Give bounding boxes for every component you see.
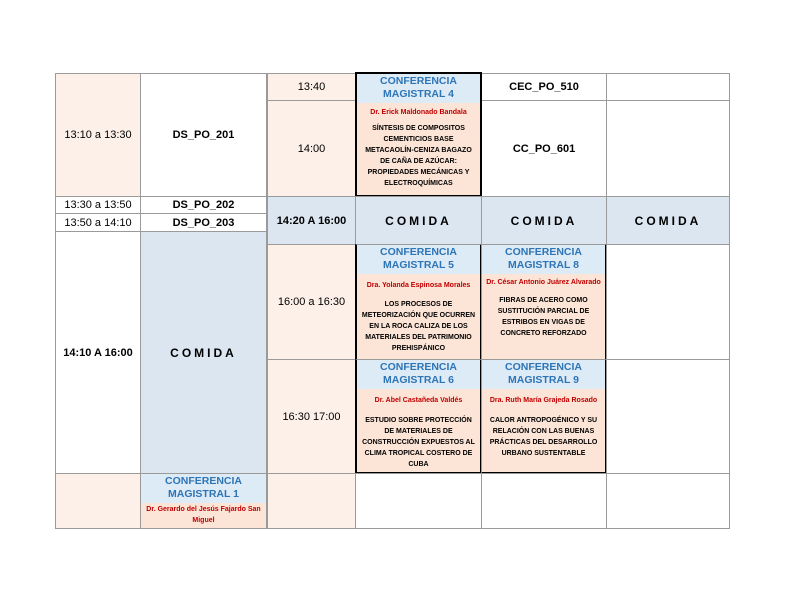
conference-speaker: Dr. Abel Castañeda Valdés [374,397,463,404]
lunch-cell-3 [606,196,730,245]
time-cell-1400 [267,100,356,197]
lunch-cell-1 [355,196,482,245]
empty-cell [606,359,730,474]
conference-title: SÍNTESIS DE COMPOSITOS CEMENTICIOS BASE METACAOLÍN-CENIZA BAGAZO DE CAÑA DE AZÚCAR: PROPIEDADES MECÁNICAS Y ELECTROQUÍMICAS [365,125,472,187]
time-cell-lunch-right [267,196,356,245]
lunch-label: COMIDA [510,213,578,228]
conference-4 [355,72,482,197]
conference-6 [355,359,482,474]
code-cell-ds-po-202 [140,196,267,214]
session-code: CC_PO_601 [512,142,576,155]
time-label: 16:00 a 16:30 [277,296,346,308]
conference-title: ESTUDIO SOBRE PROTECCIÓN DE MATERIALES DE CONSTRUCCIÓN EXPUESTOS AL CLIMA TROPICAL COSTERO DE CUBA [362,417,475,468]
conference-speaker: Dr. Gerardo del Jesús Fajardo San Miguel [146,506,261,524]
empty-cell [606,73,730,101]
conference-speaker: Dr. César Antonio Juárez Alvarado [486,279,601,286]
time-label: 14:00 [297,142,326,155]
time-label: 13:10 a 13:30 [64,129,132,141]
time-cell-1600 [267,244,356,360]
time-label: 14:10 A 16:00 [63,346,133,359]
conference-speaker: Dr. Erick Maldonado Bandala [370,109,467,116]
conference-heading: CONFERENCIA MAGISTRAL 8 [482,245,605,274]
conference-title: LOS PROCESOS DE METEORIZACIÓN QUE OCURREN EN LA ROCA CALIZA DE LOS MATERIALES DEL PATRIMONIO PREHISPÁNICO [361,301,476,352]
conference-8 [481,244,607,360]
session-code: DS_PO_202 [172,199,235,211]
conference-heading: CONFERENCIA MAGISTRAL 4 [357,74,480,103]
conference-title: FIBRAS DE ACERO COMO SUSTITUCIÓN PARCIAL DE ESTRIBOS EN VIGAS DE CONCRETO REFORZADO [497,297,590,337]
session-code: DS_PO_203 [172,216,235,229]
time-cell-1630 [267,359,356,474]
empty-cell [606,244,730,360]
lunch-label: COMIDA [170,345,237,360]
time-cell-lunch-left [55,231,141,474]
lunch-cell-left [140,231,267,474]
time-cell-empty [55,473,141,529]
conference-heading: CONFERENCIA MAGISTRAL 9 [482,360,605,389]
conference-speaker: Dra. Ruth María Grajeda Rosado [489,397,598,404]
conference-1 [140,473,267,529]
code-cell-cc-po-601 [481,100,607,197]
time-cell-1330 [55,196,141,214]
time-label: 16:30 17:00 [282,410,341,423]
conference-5 [355,244,482,360]
conference-title: CALOR ANTROPOGÉNICO Y SU RELACIÓN CON LAS BUENAS PRÁCTICAS DEL DESARROLLO URBANO SUSTENTABLE [489,417,598,457]
conference-heading: CONFERENCIA MAGISTRAL 1 [141,474,266,503]
code-cell-cec-po-510 [481,73,607,101]
conference-heading: CONFERENCIA MAGISTRAL 6 [357,360,480,389]
time-label: 14:20 A 16:00 [276,214,347,227]
code-cell-ds-po-201 [140,73,267,197]
conference-heading: CONFERENCIA MAGISTRAL 5 [357,245,480,274]
time-cell-1310 [55,73,141,197]
conference-9 [481,359,607,474]
time-label: 13:40 [297,81,326,93]
session-code: DS_PO_201 [172,129,235,141]
time-label: 13:30 a 13:50 [64,199,132,211]
empty-cell [355,473,482,529]
empty-cell [267,473,356,529]
lunch-label: COMIDA [385,213,452,228]
session-code: CEC_PO_510 [509,81,579,93]
lunch-label: COMIDA [634,213,702,228]
empty-cell [606,100,730,197]
conference-speaker: Dra. Yolanda Espinosa Morales [366,282,471,289]
time-cell-1350 [55,213,141,232]
empty-cell [481,473,607,529]
time-label: 13:50 a 14:10 [64,216,132,229]
empty-cell [606,473,730,529]
time-cell-1340 [267,73,356,101]
lunch-cell-2 [481,196,607,245]
code-cell-ds-po-203 [140,213,267,232]
